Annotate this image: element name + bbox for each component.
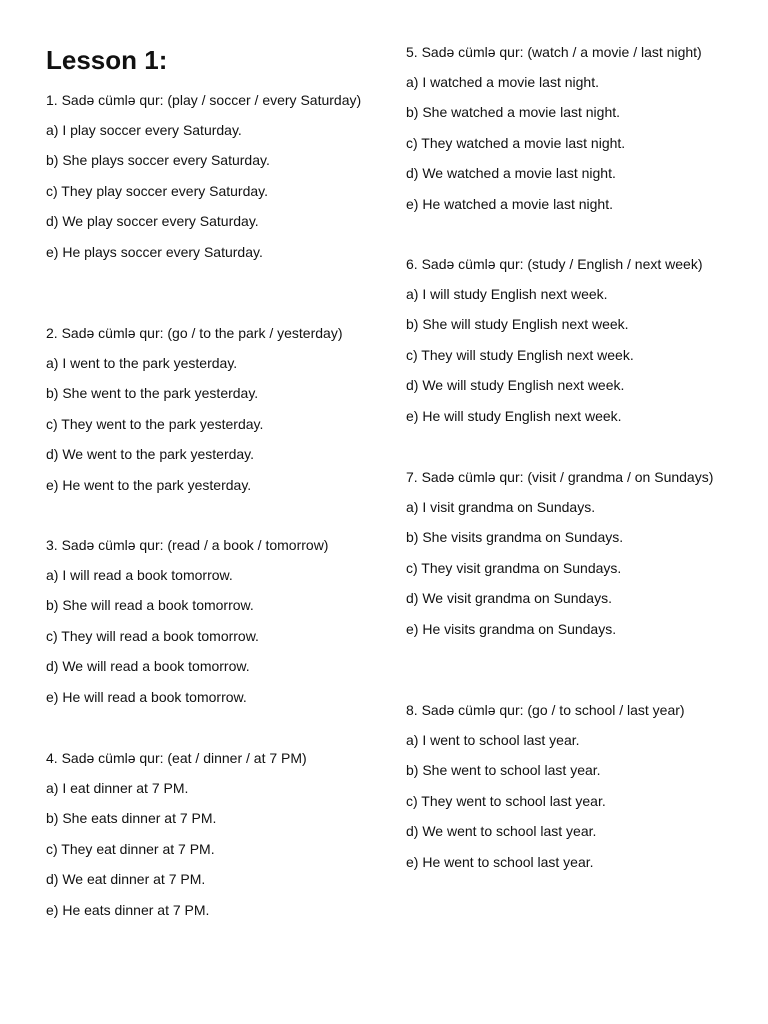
exercise-prompt: 7. Sadə cümlə qur: (visit / grandma / on Sundays) xyxy=(406,469,714,485)
option-e: e) He will study English next week. xyxy=(406,407,622,424)
option-b: b) She watched a movie last night. xyxy=(406,104,621,121)
option-d: d) We will study English next week. xyxy=(406,377,625,394)
option-a: a) I play soccer every Saturday. xyxy=(46,122,242,138)
option-b: b) She eats dinner at 7 PM. xyxy=(46,810,217,827)
exercise-prompt: 1. Sadə cümlə qur: (play / soccer / every Saturday) xyxy=(46,92,362,108)
exercise-prompt: 6. Sadə cümlə qur: (study / English / next week) xyxy=(406,256,703,272)
option-b: b) She will study English next week. xyxy=(406,316,629,333)
option-a: a) I visit grandma on Sundays. xyxy=(406,499,596,515)
exercise-5 xyxy=(406,42,736,224)
option-b: b) She will read a book tomorrow. xyxy=(46,597,254,614)
option-b: b) She went to the park yesterday. xyxy=(46,385,259,402)
option-b: b) She visits grandma on Sundays. xyxy=(406,529,624,546)
option-a: a) I will study English next week. xyxy=(406,286,608,302)
exercise-prompt: 3. Sadə cümlə qur: (read / a book / tomorrow) xyxy=(46,537,329,553)
option-d: d) We visit grandma on Sundays. xyxy=(406,590,612,607)
option-c: c) They will read a book tomorrow. xyxy=(46,627,259,644)
option-a: a) I eat dinner at 7 PM. xyxy=(46,780,189,796)
exercise-prompt: 8. Sadə cümlə qur: (go / to school / last year) xyxy=(406,702,685,718)
option-e: e) He will read a book tomorrow. xyxy=(46,688,247,705)
option-c: c) They went to the park yesterday. xyxy=(46,415,264,432)
option-d: d) We will read a book tomorrow. xyxy=(46,658,250,675)
exercise-prompt: 2. Sadə cümlə qur: (go / to the park / yesterday) xyxy=(46,325,343,341)
exercise-4 xyxy=(46,748,364,930)
exercise-1 xyxy=(46,90,364,272)
option-a: a) I watched a movie last night. xyxy=(406,74,599,90)
option-a: a) I went to school last year. xyxy=(406,732,580,748)
option-e: e) He plays soccer every Saturday. xyxy=(46,243,263,260)
exercise-2 xyxy=(46,323,364,505)
option-d: d) We play soccer every Saturday. xyxy=(46,213,259,230)
option-c: c) They will study English next week. xyxy=(406,346,634,363)
exercise-3 xyxy=(46,535,364,717)
option-c: c) They went to school last year. xyxy=(406,792,606,809)
option-b: b) She plays soccer every Saturday. xyxy=(46,152,270,169)
option-d: d) We watched a movie last night. xyxy=(406,165,616,182)
option-a: a) I went to the park yesterday. xyxy=(46,355,238,371)
exercise-8 xyxy=(406,700,736,882)
exercise-prompt: 5. Sadə cümlə qur: (watch / a movie / last night) xyxy=(406,44,702,60)
option-d: d) We went to the park yesterday. xyxy=(46,446,255,463)
option-c: c) They eat dinner at 7 PM. xyxy=(46,840,215,857)
option-d: d) We eat dinner at 7 PM. xyxy=(46,871,206,888)
option-e: e) He visits grandma on Sundays. xyxy=(406,620,617,637)
exercise-7 xyxy=(406,467,736,649)
option-c: c) They visit grandma on Sundays. xyxy=(406,559,622,576)
option-b: b) She went to school last year. xyxy=(406,762,601,779)
exercise-6 xyxy=(406,254,736,436)
exercise-prompt: 4. Sadə cümlə qur: (eat / dinner / at 7 PM) xyxy=(46,750,307,766)
option-c: c) They watched a movie last night. xyxy=(406,134,626,151)
option-e: e) He went to school last year. xyxy=(406,853,594,870)
option-e: e) He eats dinner at 7 PM. xyxy=(46,901,210,918)
option-e: e) He watched a movie last night. xyxy=(406,195,613,212)
option-a: a) I will read a book tomorrow. xyxy=(46,567,233,583)
option-d: d) We went to school last year. xyxy=(406,823,597,840)
page-title: Lesson 1: xyxy=(46,45,168,75)
option-c: c) They play soccer every Saturday. xyxy=(46,182,269,199)
option-e: e) He went to the park yesterday. xyxy=(46,476,252,493)
